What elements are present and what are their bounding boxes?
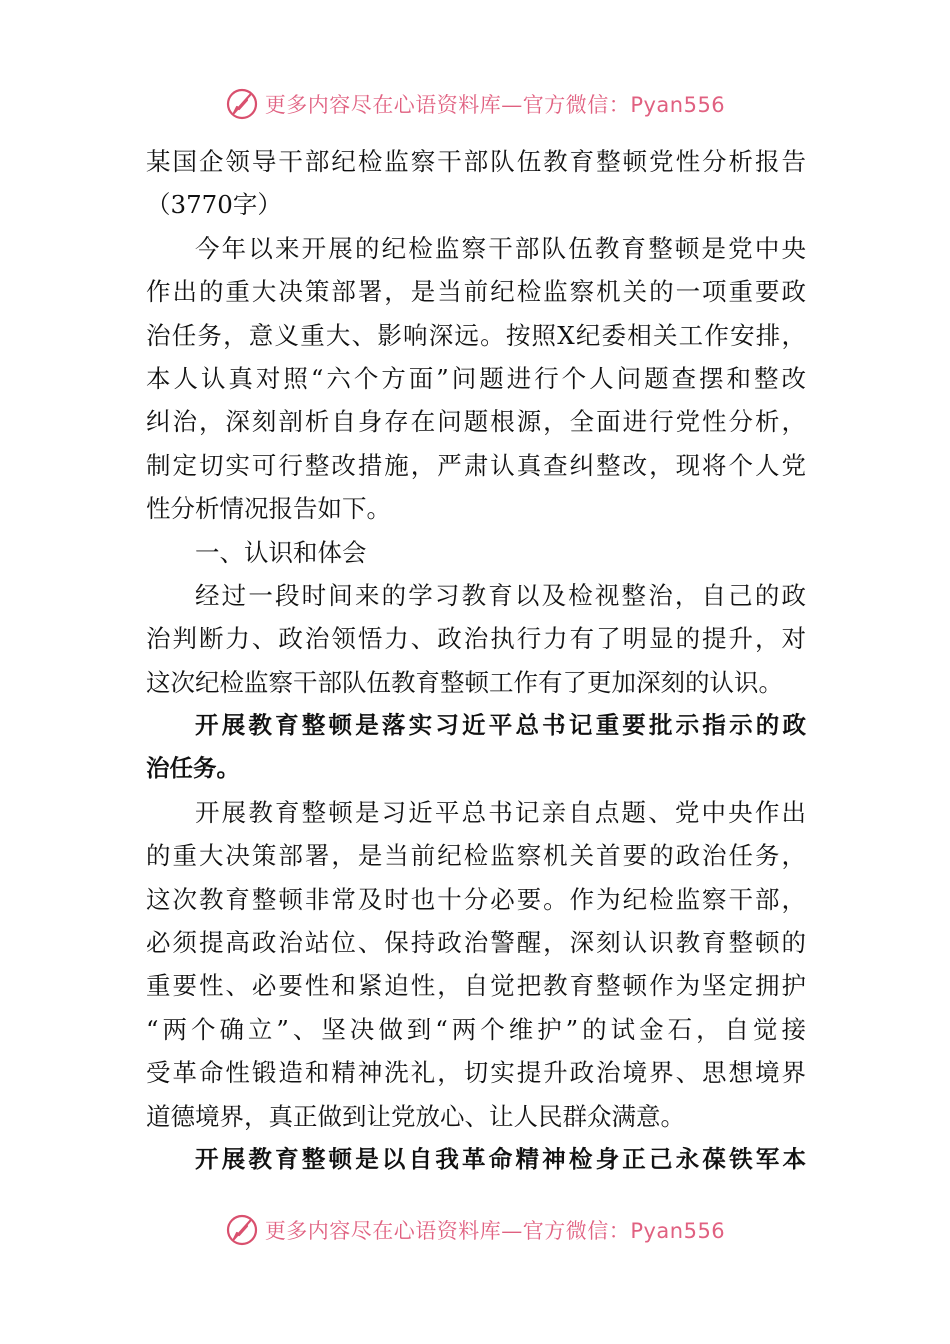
paragraph-line: 制定切实可行整改措施，严肃认真查纠整改，现将个人党 xyxy=(146,450,806,480)
paragraph-line: 治判断力、政治领悟力、政治执行力有了明显的提升，对 xyxy=(146,624,806,654)
paragraph-line: 这次教育整顿非常及时也十分必要。作为纪检监察干部， xyxy=(146,884,806,914)
quill-logo-icon xyxy=(225,1213,259,1247)
paragraph-line: 经过一段时间来的学习教育以及检视整治，自己的政 xyxy=(195,580,806,610)
paragraph-line: 受革命性锻造和精神洗礼，切实提升政治境界、思想境界 xyxy=(146,1058,806,1088)
watermark-banner-top xyxy=(0,84,950,124)
paragraph-line: “两个确立”、坚决做到“两个维护”的试金石，自觉接 xyxy=(146,1014,806,1044)
paragraph-line: 这次纪检监察干部队伍教育整顿工作有了更加深刻的认识。 xyxy=(146,667,783,697)
paragraph-line: 治任务，意义重大、影响深远。按照X纪委相关工作安排， xyxy=(146,320,806,350)
document-body xyxy=(146,140,806,1181)
quill-logo-icon xyxy=(225,87,259,121)
paragraph-line: 纠治，深刻剖析自身存在问题根源，全面进行党性分析， xyxy=(146,407,806,437)
watermark-text: 更多内容尽在心语资料库—官方微信：Pyan556 xyxy=(264,1219,726,1243)
paragraph-line: 性分析情况报告如下。 xyxy=(146,494,391,524)
watermark-banner-bottom xyxy=(0,1210,950,1250)
watermark-text: 更多内容尽在心语资料库—官方微信：Pyan556 xyxy=(264,93,726,117)
paragraph-line: 开展教育整顿是习近平总书记亲自点题、党中央作出 xyxy=(195,797,806,827)
paragraph-line: 今年以来开展的纪检监察干部队伍教育整顿是党中央 xyxy=(195,233,806,263)
paragraph-line: 一、认识和体会 xyxy=(195,537,367,567)
paragraph-line: 本人认真对照“六个方面”问题进行个人问题查摆和整改 xyxy=(146,363,806,393)
section-heading-line: 开展教育整顿是以自我革命精神检身正己永葆铁军本 xyxy=(195,1144,806,1173)
section-heading-line: 开展教育整顿是落实习近平总书记重要批示指示的政 xyxy=(195,711,806,740)
document-title: 某国企领导干部纪检监察干部队伍教育整顿党性分析报告 xyxy=(146,147,806,176)
paragraph-line: 重要性、必要性和紧迫性，自觉把教育整顿作为坚定拥护 xyxy=(146,971,806,1001)
paragraph-line: 作出的重大决策部署，是当前纪检监察机关的一项重要政 xyxy=(146,277,806,307)
paragraph-line: 的重大决策部署，是当前纪检监察机关首要的政治任务， xyxy=(146,841,806,871)
paragraph-line: 必须提高政治站位、保持政治警醒，深刻认识教育整顿的 xyxy=(146,928,806,958)
document-word-count: （3770字） xyxy=(146,190,282,220)
section-heading-line: 治任务。 xyxy=(146,754,240,783)
document-paragraphs xyxy=(146,227,806,1182)
paragraph-line: 道德境界，真正做到让党放心、让人民群众满意。 xyxy=(146,1101,685,1131)
